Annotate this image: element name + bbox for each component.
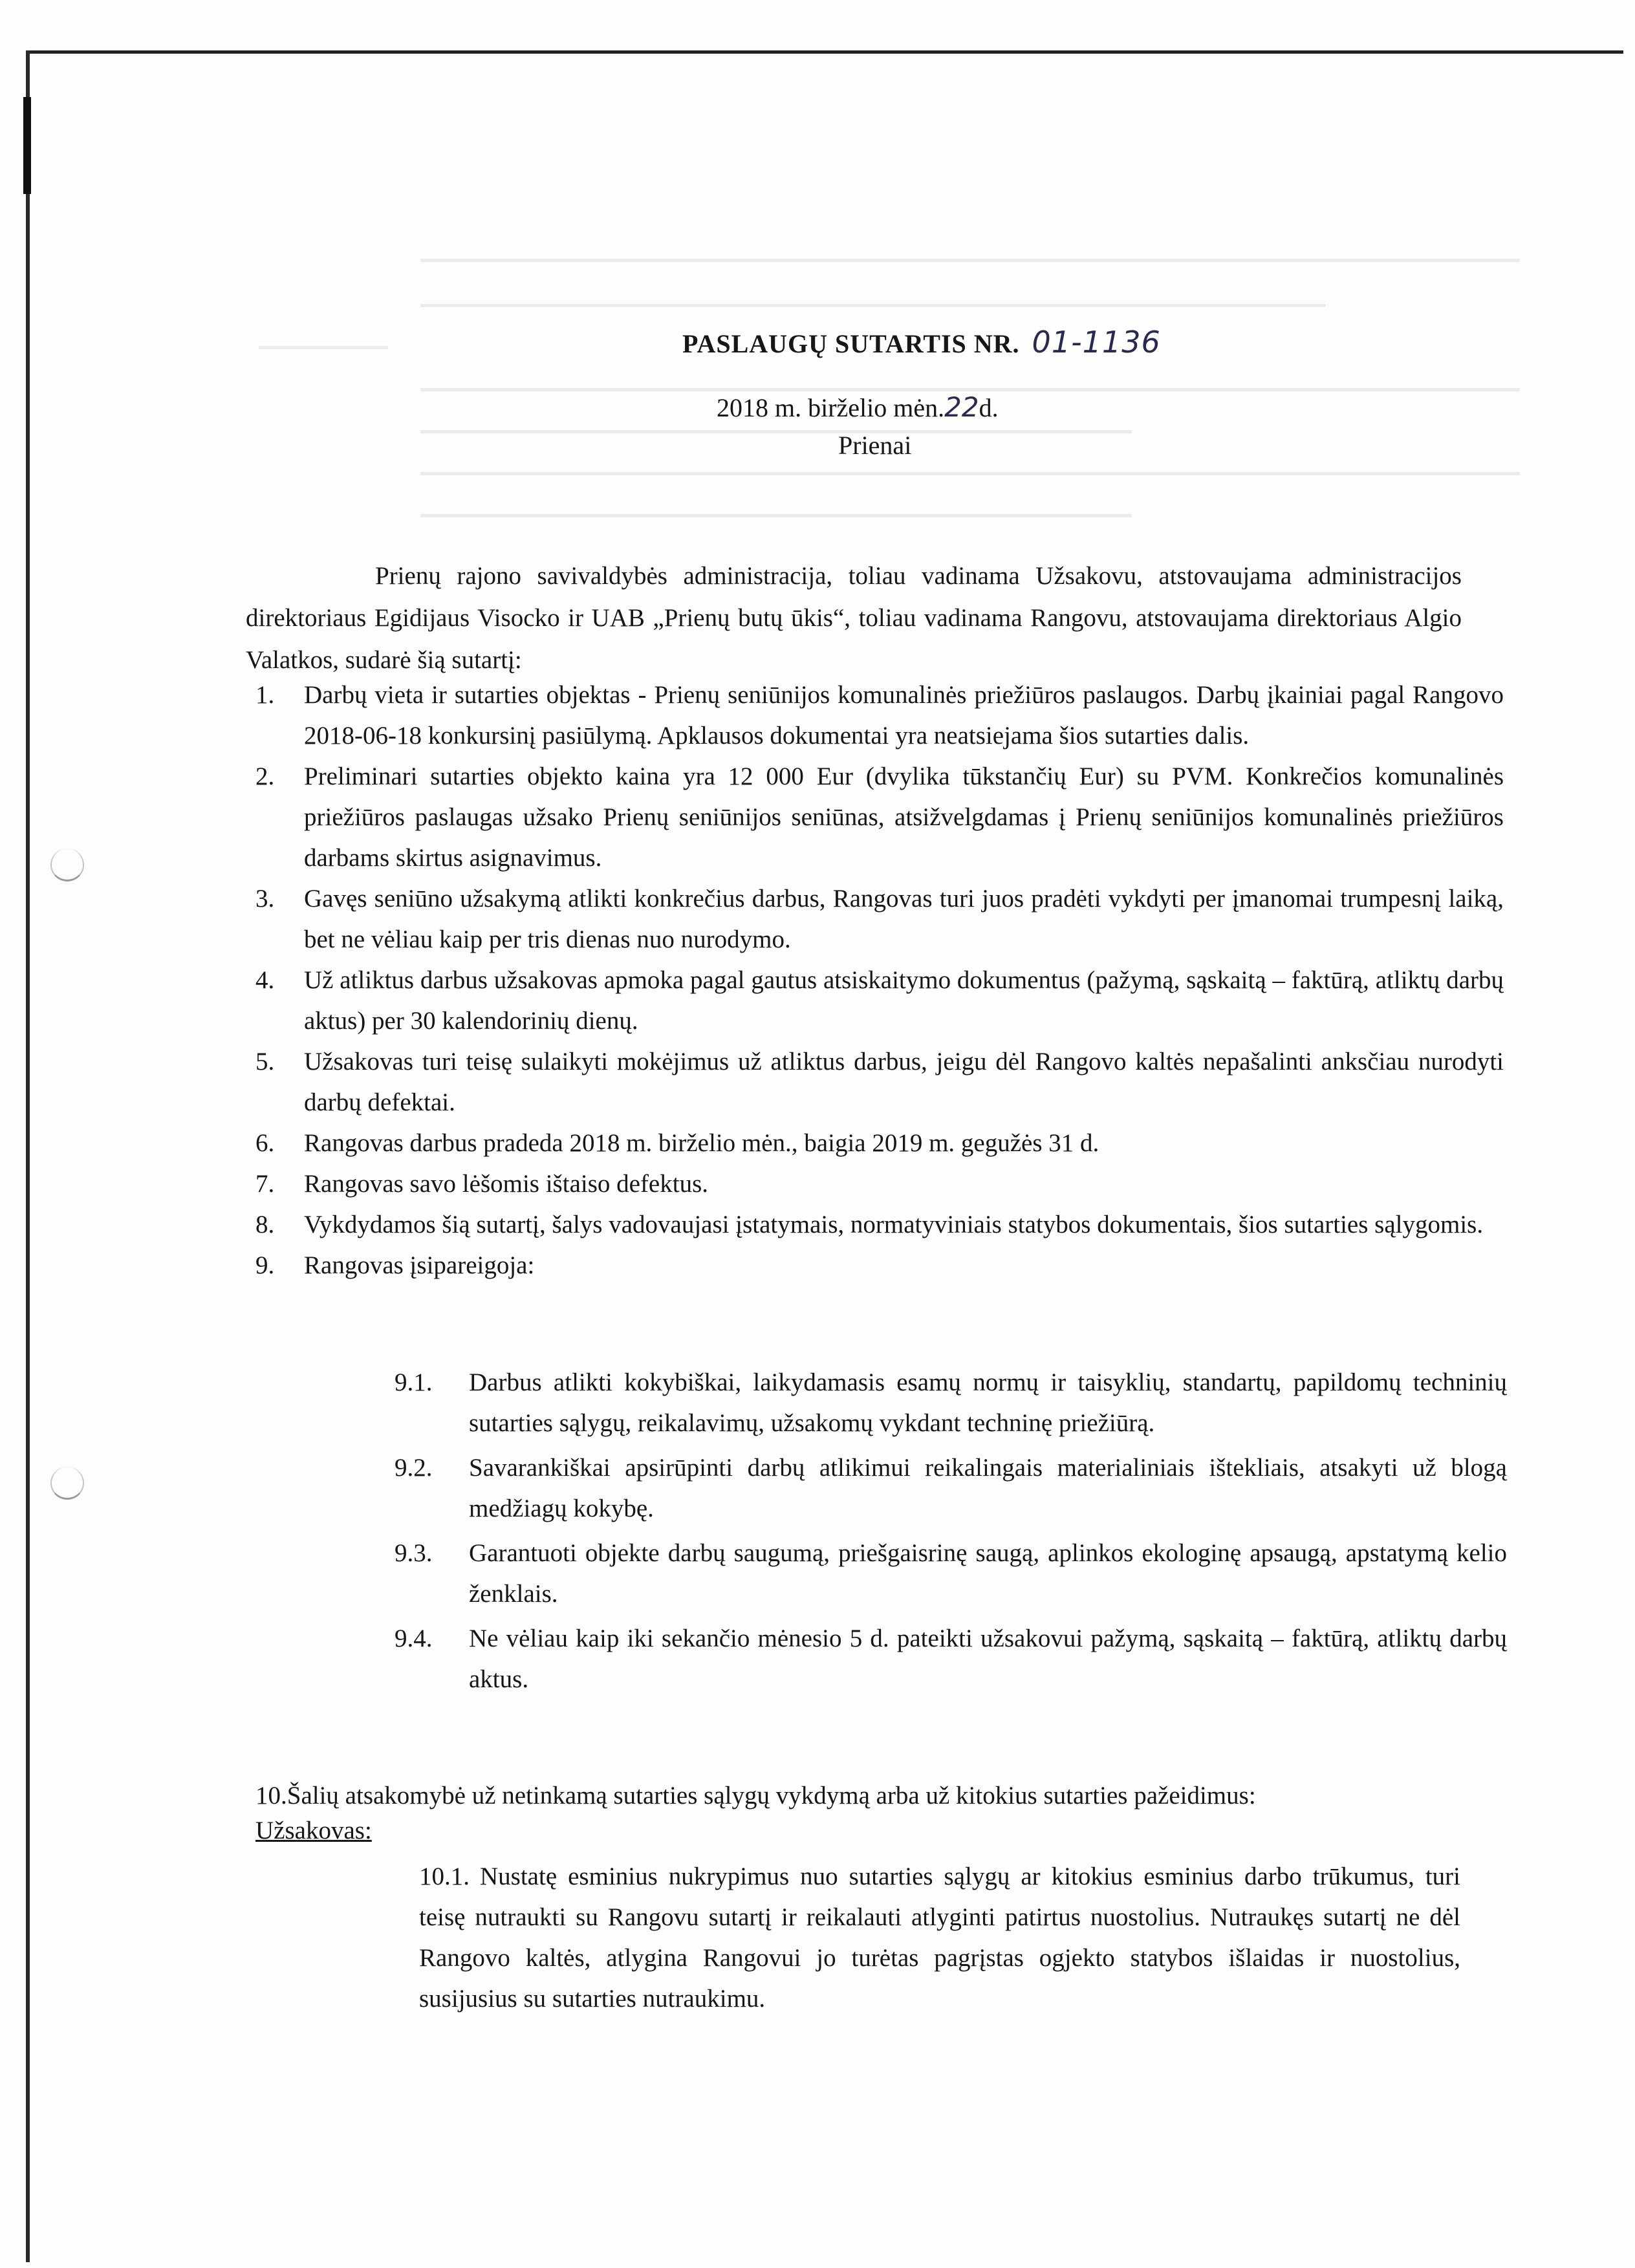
clause-text: Už atliktus darbus užsakovas apmoka pagal gautus atsiskaitymo dokumentus (pažymą, sąskaitą – faktūrą, atliktų darbų aktus) per 30 kalendorinių dienų.	[304, 966, 1504, 1035]
clause-number: 4.	[255, 966, 275, 994]
clause-item	[255, 1123, 1504, 1163]
party-label: Užsakovas:	[255, 1817, 372, 1844]
sub-clause-number: 9.1.	[395, 1368, 433, 1396]
sub-clause-item	[395, 1618, 1507, 1700]
clause-number: 10.1.	[419, 1863, 470, 1890]
clause-text: Rangovas savo lėšomis ištaiso defektus.	[304, 1170, 709, 1198]
sub-clause-number: 9.3.	[395, 1539, 433, 1567]
clause-number: 6.	[255, 1129, 275, 1157]
sub-clause-text: Garantuoti objekte darbų saugumą, priešgaisrinę saugą, aplinkos ekologinę apsaugą, apstatymą kelio ženklais.	[469, 1539, 1507, 1608]
liability-heading: 10.Šalių atsakomybė už netinkamą sutarties sąlygų vykdymą arba už kitokius sutarties pažeidimus:	[255, 1782, 1256, 1809]
clause-item	[255, 960, 1504, 1041]
title-text: PASLAUGŲ SUTARTIS NR.	[682, 329, 1020, 358]
date-suffix: d.	[979, 393, 999, 422]
clause-text: Rangovas darbus pradeda 2018 m. birželio mėn., baigia 2019 m. gegužės 31 d.	[304, 1129, 1099, 1157]
clause-item	[255, 1245, 1504, 1286]
clause-number: 2.	[255, 762, 275, 790]
clause-number: 9.	[255, 1251, 275, 1279]
intro-paragraph: Prienų rajono savivaldybės administracija, toliau vadinama Užsakovu, atstovaujama administracijos direktoriaus Egidijaus Visocko ir UAB „Prienų butų ūkis“, toliau vadinama Rangovu, atstovaujama direktoriaus Algio Valatkos, sudarė šią sutartį:	[246, 562, 1462, 674]
sub-clause-item	[395, 1447, 1507, 1529]
clause-item	[255, 1163, 1504, 1204]
scan-edge-mark	[23, 97, 31, 194]
clause-text: Užsakovas turi teisę sulaikyti mokėjimus už atliktus darbus, jeigu dėl Rangovo kaltės nepašalinti anksčiau nurodyti darbų defektai.	[304, 1048, 1504, 1116]
show-through	[420, 472, 1520, 475]
show-through	[420, 514, 1132, 517]
punch-hole-mark	[50, 848, 84, 881]
handwritten-contract-number: 01-1136	[1032, 325, 1161, 360]
clause-text: Darbų vieta ir sutarties objektas - Prienų seniūnijos komunalinės priežiūros paslaugos. Darbų įkainiai pagal Rangovo 2018-06-18 konkursinį pasiūlymą. Apklausos dokumentai yra neatsiejama šios sutarties dalis.	[304, 681, 1504, 750]
clause-text: Rangovas įsipareigoja:	[304, 1251, 535, 1279]
sub-clause-item	[395, 1533, 1507, 1614]
clause-number: 8.	[255, 1211, 275, 1238]
clause-item	[255, 675, 1504, 756]
sub-clause-number: 9.4.	[395, 1625, 433, 1652]
clause-number: 5.	[255, 1048, 275, 1075]
show-through	[259, 346, 388, 349]
show-through	[420, 304, 1326, 307]
clause-item	[255, 1204, 1504, 1245]
clause-10-1	[419, 1856, 1460, 2019]
clause-text: Nustatę esminius nukrypimus nuo sutarties sąlygų ar kitokius esminius darbo trūkumus, turi teisę nutraukti su Rangovu sutartį ir reikalauti atlyginti patirtus nuostolius. Nutraukęs sutartį ne dėl Rangovo kaltės, atlygina Rangovui jo turėtas pagrįstas ogjekto statybos išlaidas ir nuostolius, susijusius su sutarties nutraukimu.	[419, 1863, 1460, 2013]
clause-text: Gavęs seniūno užsakymą atlikti konkrečius darbus, Rangovas turi juos pradėti vykdyti per įmanomai trumpesnį laiką, bet ne vėliau kaip per tris dienas nuo nurodymo.	[304, 885, 1504, 953]
date-prefix: 2018 m. birželio mėn.	[717, 393, 945, 422]
scan-edge-top	[26, 50, 1623, 54]
clause-number: 7.	[255, 1170, 275, 1198]
show-through	[420, 430, 1132, 433]
scan-edge-left	[26, 50, 30, 2262]
clause-number: 3.	[255, 885, 275, 913]
handwritten-day: 22	[944, 391, 979, 423]
clause-item	[255, 878, 1504, 960]
sub-clause-text: Savarankiškai apsirūpinti darbų atlikimui reikalingais materialiniais ištekliais, atsakyti už blogą medžiagų kokybę.	[469, 1454, 1507, 1522]
sub-clause-text: Darbus atlikti kokybiškai, laikydamasis esamų normų ir taisyklių, standartų, papildomų techninių sutarties sąlygų, reikalavimų, užsakomų vykdant techninę priežiūrą.	[469, 1368, 1507, 1437]
document-place: Prienai	[838, 431, 912, 460]
sub-clause-number: 9.2.	[395, 1454, 433, 1482]
sub-clause-text: Ne vėliau kaip iki sekančio mėnesio 5 d. pateikti užsakovui pažymą, sąskaitą – faktūrą, atliktų darbų aktus.	[469, 1625, 1507, 1693]
clause-text: Vykdydamos šią sutartį, šalys vadovaujasi įstatymais, normatyviniais statybos dokumentais, šios sutarties sąlygomis.	[304, 1211, 1484, 1238]
document-date	[717, 391, 999, 423]
sub-clause-item	[395, 1362, 1507, 1443]
clause-text: Preliminari sutarties objekto kaina yra 12 000 Eur (dvylika tūkstančių Eur) su PVM. Konkrečios komunalinės priežiūros paslaugas užsako Prienų seniūnijos seniūnas, atsižvelgdamas į Prienų seniūnijos komunalinės priežiūros darbams skirtus asignavimus.	[304, 762, 1504, 872]
punch-hole-mark	[50, 1467, 84, 1500]
contract-clauses	[255, 675, 1504, 1286]
show-through	[420, 259, 1520, 262]
document-title	[682, 325, 1161, 360]
contractor-obligations	[395, 1362, 1507, 1703]
clause-item	[255, 1041, 1504, 1123]
clause-item	[255, 756, 1504, 878]
clause-number: 1.	[255, 681, 275, 709]
